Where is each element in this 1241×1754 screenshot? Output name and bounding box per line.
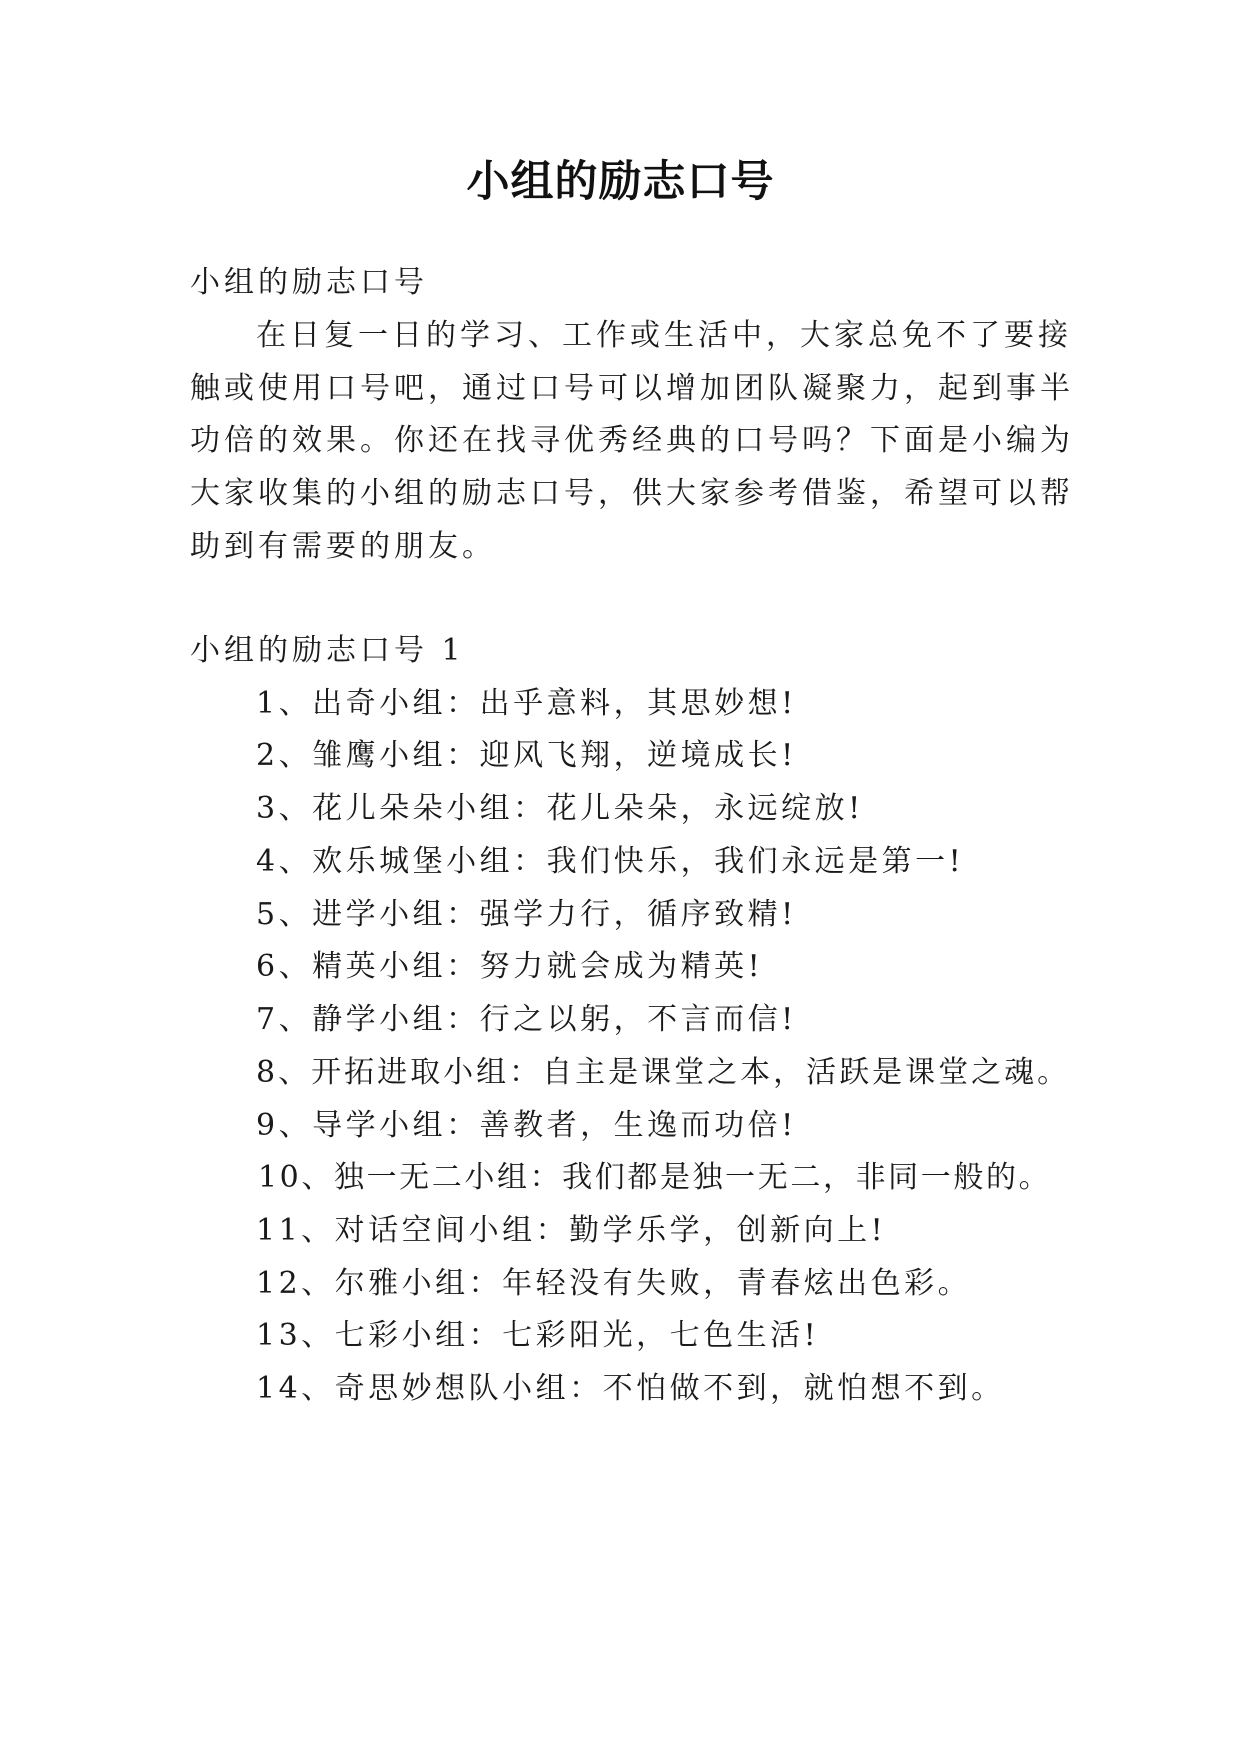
list-item: 3、花儿朵朵小组：花儿朵朵，永远绽放!	[256, 791, 864, 826]
list-item: 7、静学小组：行之以躬，不言而信!	[256, 1002, 797, 1037]
section-heading: 小组的励志口号 1	[190, 633, 465, 668]
list-item: 10、独一无二小组：我们都是独一无二，非同一般的。	[258, 1160, 1052, 1195]
list-item: 2、雏鹰小组：迎风飞翔，逆境成长!	[256, 738, 797, 773]
list-item: 5、进学小组：强学力行，循序致精!	[256, 897, 797, 932]
intro-line-5: 助到有需要的朋友。	[190, 529, 496, 564]
list-item: 13、七彩小组：七彩阳光，七色生活!	[256, 1318, 820, 1353]
list-item: 6、精英小组：努力就会成为精英!	[256, 949, 764, 984]
list-item: 12、尔雅小组：年轻没有失败，青春炫出色彩。	[256, 1266, 972, 1301]
intro-line-2: 触或使用口号吧，通过口号可以增加团队凝聚力，起到事半	[190, 371, 1074, 406]
list-item: 4、欢乐城堡小组：我们快乐，我们永远是第一!	[256, 844, 965, 879]
list-item: 11、对话空间小组：勤学乐学，创新向上!	[256, 1213, 887, 1248]
intro-line-3: 功倍的效果。你还在找寻优秀经典的口号吗？下面是小编为	[190, 423, 1074, 458]
intro-line-1: 在日复一日的学习、工作或生活中，大家总免不了要接	[256, 318, 1072, 353]
list-item: 14、奇思妙想队小组：不怕做不到，就怕想不到。	[256, 1371, 1005, 1406]
document-title: 小组的励志口号	[466, 157, 775, 207]
intro-heading: 小组的励志口号	[190, 265, 428, 300]
list-item: 8、开拓进取小组：自主是课堂之本，活跃是课堂之魂。	[256, 1055, 1071, 1090]
list-item: 1、出奇小组：出乎意料，其思妙想!	[256, 686, 797, 721]
list-item: 9、导学小组：善教者，生逸而功倍!	[256, 1108, 797, 1143]
intro-line-4: 大家收集的小组的励志口号，供大家参考借鉴，希望可以帮	[190, 476, 1074, 511]
